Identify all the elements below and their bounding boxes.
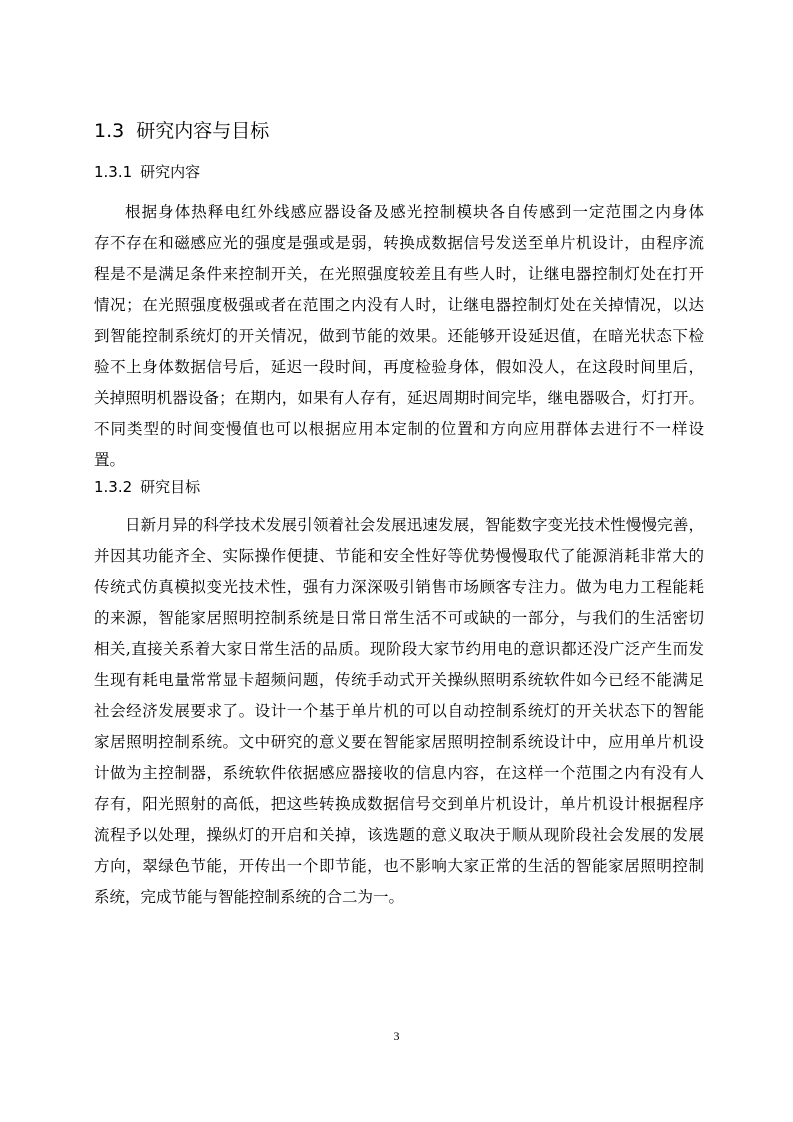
paragraph-line: 并因其功能齐全、实际操作便捷、节能和安全性好等优势慢慢取代了能源消耗非常大的	[94, 547, 704, 565]
paragraph-line: 验不上身体数据信号后，延迟一段时间，再度检验身体，假如没人，在这段时间里后，	[94, 358, 704, 376]
paragraph-research-content	[94, 197, 704, 476]
subsection-number: 1.3.1	[94, 163, 133, 181]
paragraph-line: 计做为主控制器，系统软件依据感应器接收的信息内容，在这样一个范围之内有没有人	[94, 764, 704, 782]
paragraph-line: 流程予以处理，操纵灯的开启和关掉，该选题的意义取决于顺从现阶段社会发展的发展	[94, 826, 704, 844]
section-heading	[94, 119, 269, 143]
paragraph-line: 社会经济发展要求了。设计一个基于单片机的可以自动控制系统灯的开关状态下的智能	[94, 702, 704, 720]
paragraph-research-goal	[94, 510, 704, 913]
paragraph-line: 的来源，智能家居照明控制系统是日常日常生活不可或缺的一部分，与我们的生活密切	[94, 609, 704, 627]
paragraph-line: 家居照明控制系统。文中研究的意义要在智能家居照明控制系统设计中，应用单片机设	[94, 733, 704, 751]
paragraph-line: 日新月异的科学技术发展引领着社会发展迅速发展，智能数字变光技术性慢慢完善，	[125, 516, 704, 534]
paragraph-line: 根据身体热释电红外线感应器设备及感光控制模块各自传感到一定范围之内身体	[125, 203, 704, 221]
paragraph-line: 置。	[94, 451, 126, 469]
section-title: 研究内容与目标	[136, 120, 270, 142]
paragraph-line: 程是不是满足条件来控制开关，在光照强度较差且有些人时，让继电器控制灯处在打开	[94, 265, 704, 283]
paragraph-line: 情况；在光照强度极强或者在范围之内没有人时，让继电器控制灯处在关掉情况，以达	[94, 296, 704, 314]
paragraph-line: 生现有耗电量常常显卡超频问题，传统手动式开关操纵照明系统软件如今已经不能满足	[94, 671, 704, 689]
subsection-title: 研究目标	[140, 478, 201, 496]
subsection-heading-research-content	[94, 162, 200, 182]
paragraph-line: 相关,直接关系着大家日常生活的品质。现阶段大家节约用电的意识都还没广泛产生而发	[94, 640, 704, 658]
paragraph-line: 存有，阳光照射的高低，把这些转换成数据信号交到单片机设计，单片机设计根据程序	[94, 795, 704, 813]
paragraph-line: 系统，完成节能与智能控制系统的合二为一。	[94, 888, 405, 906]
paragraph-line: 存不存在和磁感应光的强度是强或是弱，转换成数据信号发送至单片机设计，由程序流	[94, 234, 704, 252]
paragraph-line: 关掉照明机器设备；在期内，如果有人存有，延迟周期时间完毕，继电器吸合，灯打开。	[94, 389, 704, 407]
subsection-number: 1.3.2	[94, 478, 133, 496]
paragraph-line: 到智能控制系统灯的开关情况，做到节能的效果。还能够开设延迟值，在暗光状态下检	[94, 327, 704, 345]
subsection-heading-research-goal	[94, 477, 200, 497]
section-number: 1.3	[94, 120, 125, 142]
subsection-title: 研究内容	[140, 163, 201, 181]
paragraph-line: 不同类型的时间变慢值也可以根据应用本定制的位置和方向应用群体去进行不一样设	[94, 420, 704, 438]
paragraph-line: 传统式仿真模拟变光技术性，强有力深深吸引销售市场顾客专注力。做为电力工程能耗	[94, 578, 704, 596]
paragraph-line: 方向，翠绿色节能，开传出一个即节能，也不影响大家正常的生活的智能家居照明控制	[94, 857, 704, 875]
page-number: 3	[393, 1029, 400, 1043]
